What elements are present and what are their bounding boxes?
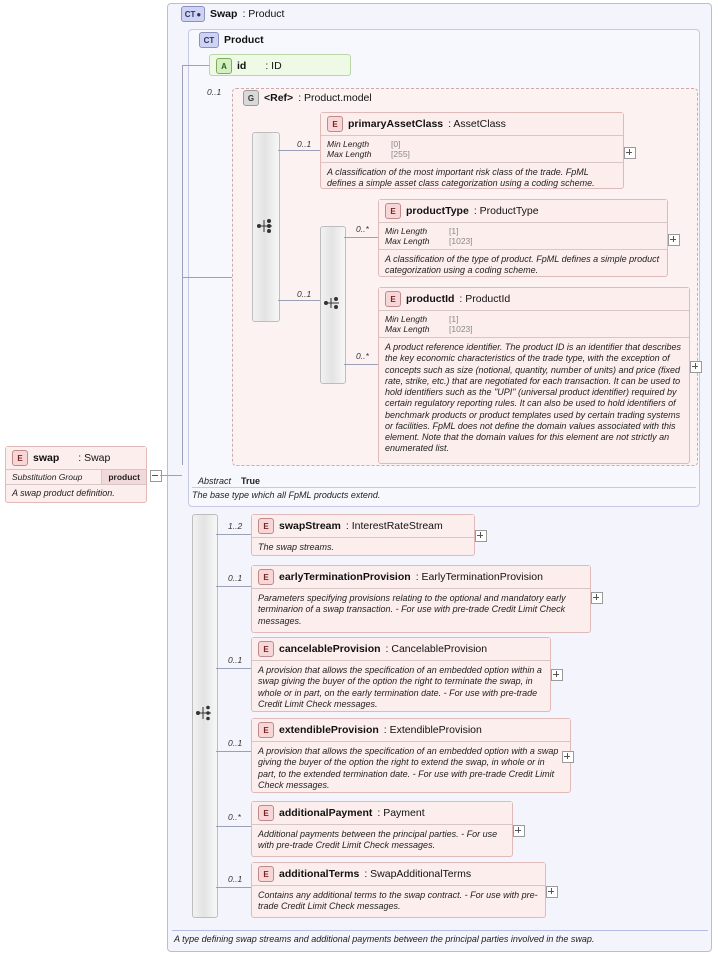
cardinality-additionalPayment: 0..* (228, 812, 241, 822)
element-swapStream[interactable] (251, 514, 475, 556)
element-type: : ProductType (473, 205, 539, 217)
element-name: cancelableProvision (279, 643, 381, 655)
element-primaryAssetClass[interactable] (320, 112, 624, 189)
facet-label: Min Length (385, 226, 428, 236)
element-description: A classification of the most important risk class of the trade. FpML defines a simple asset class categorization using a coding scheme. (321, 162, 623, 194)
element-description: A product reference identifier. The product ID is an identifier that describes the key economic characteristics of the trade type, with the exception of concepts such as size (notional, quantity, number of units) and price (fixed rate, strike, etc.) that are negotiated for each transaction. It can be used to hold identifiers such as the "UPI" (universal product identifier) required by certain regulatory reporting rules. It can also be used to hold identifiers of benchmark products or product templates used by certain trading systems or facilities. FpML does not define the domain values associated with this element. Note that the domain values for this element are not strictly an enumerated list. (379, 337, 689, 459)
connector-extendibleProvision (216, 751, 251, 752)
expand-productType[interactable] (668, 234, 680, 246)
element-icon: E (258, 641, 274, 657)
element-description: A provision that allows the specification of an embedded option within a swap giving the buyer of the option the right to terminate the swap, in whole or in part, on the early termination date. - For use with pre-trade Credit Limit Check messages. (252, 660, 550, 714)
element-additionalPayment[interactable] (251, 801, 513, 857)
element-type: : Payment (377, 807, 425, 819)
expand-cancelableProvision[interactable] (551, 669, 563, 681)
connector-additionalPayment (216, 826, 251, 827)
abstract-row (192, 474, 392, 488)
element-name: productId (406, 293, 455, 305)
abstract-label: Abstract (198, 476, 232, 486)
divider-bottom (172, 930, 708, 931)
element-name: earlyTerminationProvision (279, 571, 411, 583)
facet-label: Max Length (385, 236, 430, 246)
connector-to-sequence-2 (278, 300, 320, 301)
expand-earlyTerminationProvision[interactable] (591, 592, 603, 604)
element-description: A classification of the type of product. FpML defines a simple product categorization using a coding scheme. (379, 249, 667, 281)
cardinality-earlyTerminationProvision: 0..1 (228, 573, 243, 583)
element-icon: E (385, 203, 401, 219)
product-complextype-header (193, 32, 373, 48)
connector-additionalTerms (216, 887, 251, 888)
swap-element-description: A swap product definition. (6, 484, 146, 502)
connector-swap-to-type (160, 475, 182, 476)
sequence-icon (323, 295, 341, 311)
connector-cancelableProvision (216, 668, 251, 669)
element-name: extendibleProvision (279, 724, 379, 736)
group-ref-type: : Product.model (298, 92, 372, 104)
element-productId[interactable] (378, 287, 690, 464)
element-facets (379, 222, 667, 249)
cardinality-productType: 0..* (356, 224, 369, 234)
facet-label: Max Length (327, 149, 372, 159)
facet-value: [0] (391, 139, 401, 149)
element-icon: E (258, 569, 274, 585)
element-name: additionalPayment (279, 807, 373, 819)
element-icon: E (258, 866, 274, 882)
element-name: primaryAssetClass (348, 118, 444, 130)
substitution-group-value: product (101, 470, 146, 484)
element-icon: E (327, 116, 343, 132)
expand-additionalTerms[interactable] (546, 886, 558, 898)
element-cancelableProvision[interactable] (251, 637, 551, 712)
facet-label: Max Length (385, 324, 430, 334)
abstract-value: True (241, 476, 261, 486)
group-icon: G (243, 90, 259, 106)
element-description: The swap streams. (252, 537, 474, 557)
connector-productType (344, 237, 378, 238)
substitution-group-row (6, 469, 146, 484)
element-facets (379, 310, 689, 337)
expand-extendibleProvision[interactable] (562, 751, 574, 763)
swap-title-type: : Product (242, 8, 285, 20)
expand-primaryAssetClass[interactable] (624, 147, 636, 159)
cardinality-productId: 0..* (356, 351, 369, 361)
connector-to-id (182, 65, 209, 66)
element-type: : ProductId (459, 293, 511, 305)
element-name: productType (406, 205, 469, 217)
sequence-icon (256, 218, 274, 234)
cardinality-additionalTerms: 0..1 (228, 874, 243, 884)
element-description: Additional payments between the principal parties. - For use with pre-trade Credit Limit Check messages. (252, 824, 512, 856)
element-type: : ExtendibleProvision (383, 724, 482, 736)
connector-to-group (182, 277, 232, 278)
product-base-description: The base type which all FpML products extend. (192, 490, 381, 500)
facet-label: Min Length (327, 139, 370, 149)
cardinality-cancelableProvision: 0..1 (228, 655, 243, 665)
element-icon: E (385, 291, 401, 307)
element-description: Parameters specifying provisions relating to the optional and mandatory early terminarion of a swap transaction. - For use with pre-trade Credit Limit Check messages. (252, 588, 590, 631)
divider-abstract (192, 487, 696, 488)
element-name: swapStream (279, 520, 341, 532)
group-ref-header (237, 90, 457, 106)
collapse-swap-element[interactable] (150, 470, 162, 482)
facet-value: [1023] (449, 324, 473, 334)
swap-element-type: : Swap (78, 452, 111, 464)
attribute-icon: A (216, 58, 232, 74)
connector-earlyTerminationProvision (216, 586, 251, 587)
expand-productId[interactable] (690, 361, 702, 373)
connector-vertical-main (182, 65, 183, 465)
expand-additionalPayment[interactable] (513, 825, 525, 837)
swap-type-description: A type defining swap streams and additional payments between the principal parties involved in the swap. (174, 934, 595, 944)
element-type: : SwapAdditionalTerms (364, 868, 472, 880)
connector-productId (344, 364, 378, 365)
element-name: additionalTerms (279, 868, 360, 880)
facet-value: [1] (449, 314, 459, 324)
facet-value: [1023] (449, 236, 473, 246)
expand-swapStream[interactable] (475, 530, 487, 542)
substitution-group-label: Substitution Group (12, 472, 83, 482)
element-type: : InterestRateStream (345, 520, 443, 532)
complextype-icon: CT (199, 32, 219, 48)
group-sequence-cardinality: 0..1 (297, 289, 312, 299)
swap-title-name: Swap (210, 8, 238, 20)
swap-element-name: swap (33, 452, 60, 464)
connector-swapStream (216, 534, 251, 535)
attribute-id-cardinality: 0..1 (207, 87, 222, 97)
element-type: : CancelableProvision (385, 643, 488, 655)
element-type: : EarlyTerminationProvision (415, 571, 543, 583)
facet-value: [255] (391, 149, 410, 159)
element-productType[interactable] (378, 199, 668, 277)
element-icon: E (258, 722, 274, 738)
attribute-id-name: id (237, 60, 247, 72)
product-title-name: Product (224, 34, 264, 46)
element-icon: E (258, 518, 274, 534)
element-additionalTerms[interactable] (251, 862, 546, 918)
swap-complextype-header (175, 5, 375, 23)
element-swap[interactable] (5, 446, 147, 503)
element-description: A provision that allows the specification of an embedded option with a swap giving the buyer of the option the right to extend the swap, in whole or in part, to the extended termination date. - For use with pre-trade Credit Limit Check messages. (252, 741, 570, 795)
element-type: : AssetClass (448, 118, 506, 130)
cardinality-primaryAssetClass: 0..1 (297, 139, 312, 149)
facet-value: [1] (449, 226, 459, 236)
element-description: Contains any additional terms to the swap contract. - For use with pre-trade Credit Limit Check messages. (252, 885, 545, 917)
element-extendibleProvision[interactable] (251, 718, 571, 793)
element-icon: E (258, 805, 274, 821)
complextype-icon: CT ● (181, 6, 205, 22)
facet-label: Min Length (385, 314, 428, 324)
element-earlyTerminationProvision[interactable] (251, 565, 591, 633)
cardinality-extendibleProvision: 0..1 (228, 738, 243, 748)
group-ref-name: <Ref> (264, 92, 294, 104)
element-facets (321, 135, 623, 162)
element-icon: E (12, 450, 28, 466)
connector-primaryAssetClass (278, 150, 320, 151)
attribute-id[interactable] (209, 54, 351, 76)
cardinality-swapStream: 1..2 (228, 521, 243, 531)
sequence-icon (195, 705, 213, 721)
attribute-id-type: : ID (265, 60, 282, 72)
